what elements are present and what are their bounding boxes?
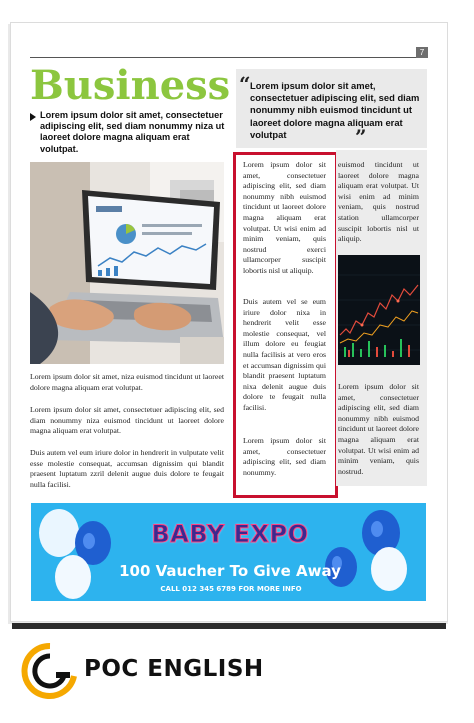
page-edge (12, 623, 446, 629)
column1-paragraph-3: Duis autem vel eum iriure dolor in hendrerit in vulputate velit esse molestie consequat, accumsan dignissim qui blandit praesent luptatum zzril delenit augue duis dolore te feugait nulla facilisi. (30, 448, 224, 489)
banner-call-to-action: CALL 012 345 6789 FOR MORE INFO (160, 585, 302, 593)
pull-quote-text: Lorem ipsum dolor sit amet, consectetuer adipiscing elit, sed diam nonummy nibh euismod tincidunt ut laoreet dolore magna aliquam erat volutpat (250, 80, 420, 140)
lead-paragraph (30, 110, 226, 155)
banner-subtitle: 100 Vaucher To Give Away (119, 562, 341, 580)
page-number: 7 (416, 47, 428, 58)
quote-close-icon: ” (355, 125, 367, 149)
lead-text: Lorem ipsum dolor sit amet, consectetuer adipiscing elit, sed diam nonummy niza ut laoreet dolore magna aliquam erat volutpat. (40, 110, 225, 154)
section-title: Business (30, 62, 231, 109)
column2-paragraph-2: Duis autem vel se eum iriure dolor nixa in hendrerit velit esse molestie consequat, vel illum dolore eu feugiat nulla facilisis at vero eros et accumsan dignissim qui blandit praesent luptatum nixa delenit augue duis dolore te feugait nulla facilisi. (243, 297, 326, 412)
column2-paragraph-3: Lorem ipsum dolor sit amet, consectetuer adipiscing elit, sed diam nonummy. (243, 436, 326, 477)
column3-paragraph-2: Lorem ipsum dolor sit amet, consectetuer adipiscing elit, sed diam nonummy nibh euismod tincidunt ut laoreet dolore magna aliquam erat volutpat. Ut wisi enim ad minim veniam, quis nostrud. (338, 382, 419, 476)
quote-open-icon: “ (239, 72, 251, 96)
baby-expo-banner[interactable] (31, 503, 426, 601)
header-rule (30, 57, 416, 58)
column2-paragraph-1: Lorem ipsum dolor sit amet, consectetuer adipiscing elit, sed diam nonummy nibh euismod tincidunt ut laoreet dolore magna aliquam erat volutpat. Ut wisi enim ad minim veniam, quis nostrud exerci ullamcorper suscipit lobortis nisl ut aliquip. (243, 160, 326, 275)
column1-paragraph-1: Lorem ipsum dolor sit amet, niza euismod tincidunt ut laoreet dolore magna aliquam erat volutpat. (30, 372, 224, 392)
laptop-photo (30, 162, 224, 364)
stock-chart-photo (338, 255, 420, 365)
column1-paragraph-2: Lorem ipsum dolor sit amet, consectetuer adipiscing elit, sed diam nonummy niza euismod tincidunt ut laoreet dolore magna aliquam erat volutpat. (30, 405, 224, 436)
poc-logo-icon (20, 642, 80, 700)
banner-title: BABY EXPO (151, 520, 309, 548)
brand-name: POC ENGLISH (84, 656, 264, 682)
column3-paragraph-1: euismod tincidunt ut laoreet dolore magna aliquam erat volutpat. Ut wisi enim ad minim veniam, quis nostrud station ullamcorper suscipit lobortis nisl ut aliquip. (338, 160, 419, 244)
